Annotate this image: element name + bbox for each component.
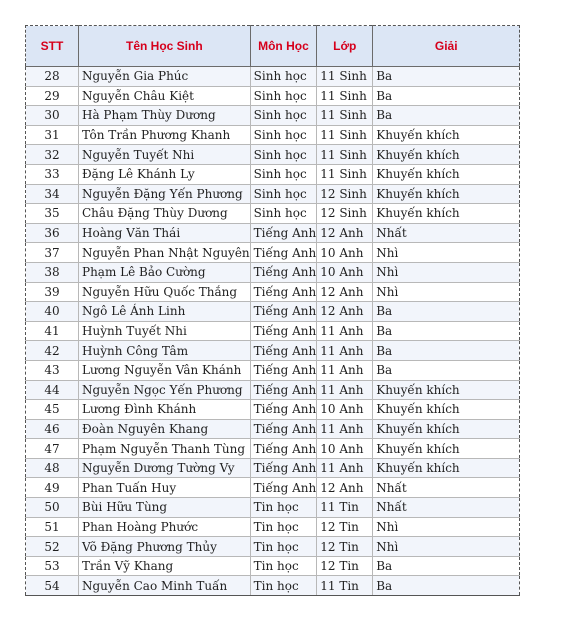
cell-student-name[interactable]: Huỳnh Tuyết Nhi — [79, 321, 251, 341]
cell-stt[interactable]: 51 — [26, 517, 79, 537]
cell-award[interactable]: Ba — [373, 86, 520, 106]
table-row — [26, 67, 520, 87]
cell-subject[interactable]: Tin học — [250, 576, 317, 596]
header-award[interactable]: Giải — [373, 26, 520, 67]
cell-award[interactable]: Khuyến khích — [373, 458, 520, 478]
cell-class[interactable]: 12 Anh — [317, 302, 373, 322]
table-row — [26, 380, 520, 400]
cell-stt[interactable]: 28 — [26, 67, 79, 87]
table-row — [26, 537, 520, 557]
cell-stt[interactable]: 53 — [26, 556, 79, 576]
cell-subject[interactable]: Tiếng Anh — [250, 439, 317, 459]
cell-class[interactable]: 11 Sinh — [317, 67, 373, 87]
cell-stt[interactable]: 30 — [26, 106, 79, 126]
cell-subject[interactable]: Tiếng Anh — [250, 341, 317, 361]
cell-class[interactable]: 12 Tin — [317, 517, 373, 537]
cell-subject[interactable]: Tin học — [250, 556, 317, 576]
awards-table — [25, 25, 520, 596]
cell-award[interactable]: Ba — [373, 302, 520, 322]
cell-stt[interactable]: 42 — [26, 341, 79, 361]
cell-award[interactable]: Ba — [373, 106, 520, 126]
cell-class[interactable]: 11 Anh — [317, 458, 373, 478]
table-row — [26, 184, 520, 204]
cell-student-name[interactable]: Châu Đặng Thùy Dương — [79, 204, 251, 224]
table-row — [26, 556, 520, 576]
cell-award[interactable]: Ba — [373, 341, 520, 361]
cell-student-name[interactable]: Hà Phạm Thùy Dương — [79, 106, 251, 126]
table-row — [26, 106, 520, 126]
cell-award[interactable]: Ba — [373, 321, 520, 341]
table-row — [26, 576, 520, 596]
cell-stt[interactable]: 43 — [26, 360, 79, 380]
cell-student-name[interactable]: Tôn Trần Phương Khanh — [79, 125, 251, 145]
cell-student-name[interactable]: Nguyễn Tuyết Nhi — [79, 145, 251, 165]
header-row — [26, 26, 520, 67]
cell-student-name[interactable]: Đoàn Nguyên Khang — [79, 419, 251, 439]
cell-class[interactable]: 12 Sinh — [317, 184, 373, 204]
table-row — [26, 478, 520, 498]
cell-student-name[interactable]: Phạm Nguyễn Thanh Tùng — [79, 439, 251, 459]
cell-class[interactable]: 11 Anh — [317, 360, 373, 380]
cell-subject[interactable]: Sinh học — [250, 106, 317, 126]
cell-subject[interactable]: Sinh học — [250, 204, 317, 224]
cell-award[interactable]: Khuyến khích — [373, 439, 520, 459]
cell-award[interactable]: Khuyến khích — [373, 400, 520, 420]
table-row — [26, 517, 520, 537]
cell-stt[interactable]: 41 — [26, 321, 79, 341]
cell-subject[interactable]: Tiếng Anh — [250, 458, 317, 478]
cell-award[interactable]: Khuyến khích — [373, 145, 520, 165]
table-row — [26, 302, 520, 322]
cell-award[interactable]: Khuyến khích — [373, 204, 520, 224]
header-subject[interactable]: Môn Học — [250, 26, 317, 67]
cell-stt[interactable]: 47 — [26, 439, 79, 459]
cell-class[interactable]: 12 Tin — [317, 537, 373, 557]
table-row — [26, 498, 520, 518]
table-row — [26, 341, 520, 361]
header-stt[interactable]: STT — [26, 26, 79, 67]
cell-award[interactable]: Nhất — [373, 498, 520, 518]
cell-stt[interactable]: 46 — [26, 419, 79, 439]
cell-award[interactable]: Khuyến khích — [373, 125, 520, 145]
cell-class[interactable]: 11 Anh — [317, 419, 373, 439]
cell-student-name[interactable]: Võ Đặng Phương Thủy — [79, 537, 251, 557]
table-row — [26, 145, 520, 165]
table-row — [26, 439, 520, 459]
cell-student-name[interactable]: Đặng Lê Khánh Ly — [79, 164, 251, 184]
cell-student-name[interactable]: Nguyễn Phan Nhật Nguyên — [79, 243, 251, 263]
cell-award[interactable]: Ba — [373, 67, 520, 87]
cell-class[interactable]: 11 Sinh — [317, 125, 373, 145]
cell-stt[interactable]: 32 — [26, 145, 79, 165]
cell-student-name[interactable]: Ngô Lê Ánh Linh — [79, 302, 251, 322]
cell-stt[interactable]: 34 — [26, 184, 79, 204]
cell-student-name[interactable]: Nguyễn Ngọc Yến Phương — [79, 380, 251, 400]
cell-stt[interactable]: 54 — [26, 576, 79, 596]
cell-stt[interactable]: 48 — [26, 458, 79, 478]
cell-stt[interactable]: 36 — [26, 223, 79, 243]
cell-class[interactable]: 11 Tin — [317, 576, 373, 596]
cell-student-name[interactable]: Hoàng Văn Thái — [79, 223, 251, 243]
cell-class[interactable]: 11 Tin — [317, 498, 373, 518]
header-student-name[interactable]: Tên Học Sinh — [79, 26, 251, 67]
cell-class[interactable]: 11 Anh — [317, 380, 373, 400]
cell-award[interactable]: Nhì — [373, 262, 520, 282]
cell-class[interactable]: 12 Anh — [317, 223, 373, 243]
cell-student-name[interactable]: Nguyễn Châu Kiệt — [79, 86, 251, 106]
cell-stt[interactable]: 45 — [26, 400, 79, 420]
cell-stt[interactable]: 38 — [26, 262, 79, 282]
cell-class[interactable]: 10 Anh — [317, 243, 373, 263]
cell-class[interactable]: 10 Anh — [317, 439, 373, 459]
table-row — [26, 282, 520, 302]
table-body — [26, 67, 520, 596]
cell-subject[interactable]: Tiếng Anh — [250, 380, 317, 400]
cell-stt[interactable]: 52 — [26, 537, 79, 557]
cell-student-name[interactable]: Lương Đình Khánh — [79, 400, 251, 420]
cell-student-name[interactable]: Nguyễn Cao Minh Tuấn — [79, 576, 251, 596]
table-row — [26, 400, 520, 420]
cell-award[interactable]: Khuyến khích — [373, 419, 520, 439]
cell-award[interactable]: Khuyến khích — [373, 164, 520, 184]
cell-subject[interactable]: Sinh học — [250, 184, 317, 204]
cell-subject[interactable]: Tiếng Anh — [250, 478, 317, 498]
cell-student-name[interactable]: Bùi Hữu Tùng — [79, 498, 251, 518]
cell-award[interactable]: Khuyến khích — [373, 380, 520, 400]
cell-student-name[interactable]: Nguyễn Đặng Yến Phương — [79, 184, 251, 204]
cell-student-name[interactable]: Lương Nguyễn Vân Khánh — [79, 360, 251, 380]
cell-class[interactable]: 12 Sinh — [317, 204, 373, 224]
table-row — [26, 458, 520, 478]
cell-student-name[interactable]: Phan Hoàng Phước — [79, 517, 251, 537]
cell-student-name[interactable]: Phan Tuấn Huy — [79, 478, 251, 498]
cell-stt[interactable]: 37 — [26, 243, 79, 263]
table-row — [26, 125, 520, 145]
cell-stt[interactable]: 35 — [26, 204, 79, 224]
table-row — [26, 262, 520, 282]
cell-stt[interactable]: 29 — [26, 86, 79, 106]
cell-subject[interactable]: Sinh học — [250, 125, 317, 145]
cell-stt[interactable]: 44 — [26, 380, 79, 400]
cell-award[interactable]: Nhì — [373, 517, 520, 537]
cell-student-name[interactable]: Nguyễn Dương Tường Vy — [79, 458, 251, 478]
cell-student-name[interactable]: Trần Vỹ Khang — [79, 556, 251, 576]
cell-student-name[interactable]: Nguyễn Gia Phúc — [79, 67, 251, 87]
cell-award[interactable]: Ba — [373, 576, 520, 596]
cell-class[interactable]: 11 Sinh — [317, 145, 373, 165]
cell-subject[interactable]: Tiếng Anh — [250, 262, 317, 282]
cell-stt[interactable]: 40 — [26, 302, 79, 322]
cell-award[interactable]: Khuyến khích — [373, 184, 520, 204]
cell-subject[interactable]: Tin học — [250, 498, 317, 518]
cell-subject[interactable]: Tiếng Anh — [250, 223, 317, 243]
cell-class[interactable]: 11 Sinh — [317, 86, 373, 106]
table-row — [26, 360, 520, 380]
cell-stt[interactable]: 50 — [26, 498, 79, 518]
cell-subject[interactable]: Tiếng Anh — [250, 282, 317, 302]
table-row — [26, 419, 520, 439]
cell-award[interactable]: Ba — [373, 556, 520, 576]
cell-class[interactable]: 12 Anh — [317, 282, 373, 302]
cell-class[interactable]: 12 Anh — [317, 478, 373, 498]
cell-student-name[interactable]: Nguyễn Hữu Quốc Thắng — [79, 282, 251, 302]
cell-stt[interactable]: 49 — [26, 478, 79, 498]
cell-subject[interactable]: Tiếng Anh — [250, 360, 317, 380]
cell-award[interactable]: Ba — [373, 360, 520, 380]
cell-student-name[interactable]: Huỳnh Công Tâm — [79, 341, 251, 361]
cell-award[interactable]: Nhì — [373, 243, 520, 263]
cell-class[interactable]: 10 Anh — [317, 400, 373, 420]
cell-subject[interactable]: Sinh học — [250, 145, 317, 165]
cell-class[interactable]: 11 Sinh — [317, 106, 373, 126]
cell-subject[interactable]: Tiếng Anh — [250, 302, 317, 322]
cell-subject[interactable]: Sinh học — [250, 164, 317, 184]
cell-subject[interactable]: Tin học — [250, 517, 317, 537]
cell-class[interactable]: 11 Anh — [317, 341, 373, 361]
cell-subject[interactable]: Tin học — [250, 537, 317, 557]
cell-stt[interactable]: 39 — [26, 282, 79, 302]
cell-class[interactable]: 10 Anh — [317, 262, 373, 282]
cell-subject[interactable]: Tiếng Anh — [250, 321, 317, 341]
cell-subject[interactable]: Sinh học — [250, 86, 317, 106]
header-class[interactable]: Lớp — [317, 26, 373, 67]
cell-award[interactable]: Nhất — [373, 223, 520, 243]
cell-student-name[interactable]: Phạm Lê Bảo Cường — [79, 262, 251, 282]
cell-subject[interactable]: Tiếng Anh — [250, 243, 317, 263]
cell-award[interactable]: Nhì — [373, 282, 520, 302]
table-row — [26, 164, 520, 184]
cell-class[interactable]: 11 Anh — [317, 321, 373, 341]
cell-award[interactable]: Nhất — [373, 478, 520, 498]
table-row — [26, 204, 520, 224]
cell-class[interactable]: 11 Sinh — [317, 164, 373, 184]
cell-stt[interactable]: 31 — [26, 125, 79, 145]
table-row — [26, 321, 520, 341]
cell-subject[interactable]: Tiếng Anh — [250, 419, 317, 439]
cell-award[interactable]: Nhì — [373, 537, 520, 557]
cell-class[interactable]: 12 Tin — [317, 556, 373, 576]
cell-subject[interactable]: Tiếng Anh — [250, 400, 317, 420]
table-row — [26, 223, 520, 243]
table-row — [26, 243, 520, 263]
cell-subject[interactable]: Sinh học — [250, 67, 317, 87]
cell-stt[interactable]: 33 — [26, 164, 79, 184]
table-row — [26, 86, 520, 106]
